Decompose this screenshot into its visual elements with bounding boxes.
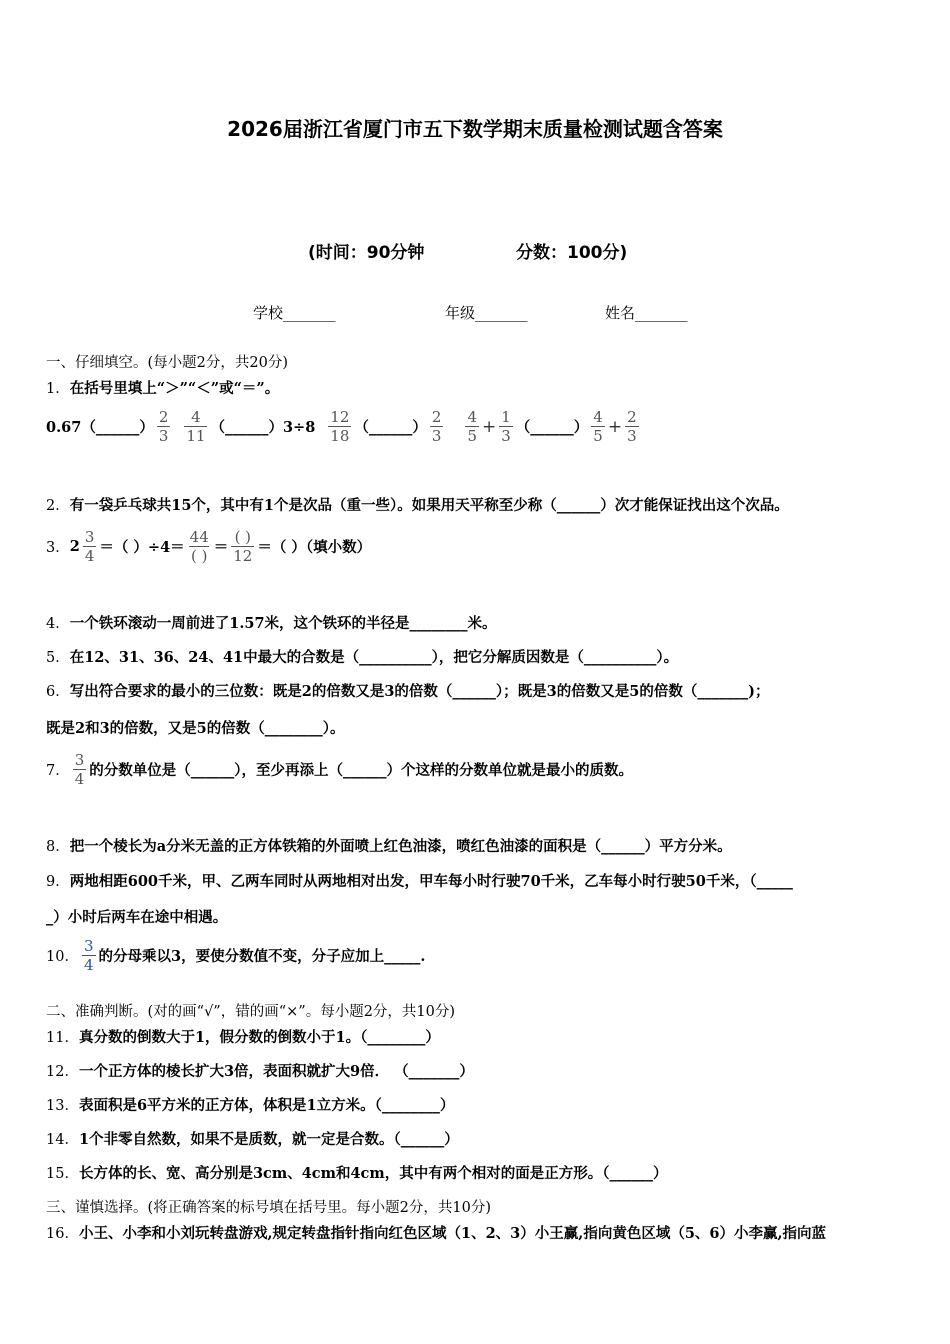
exam-score: 分数：100分) [516,243,628,263]
question-number: 15． [46,1166,79,1182]
question-13 [46,1094,454,1115]
plus-sign: + [607,416,623,437]
question-3 [46,528,371,565]
question-text: 的分数单位是（______），至少再添上（______）个这样的分数单位就是最小的质数。 [89,762,634,779]
question-number: 2． [46,498,70,514]
question-number: 1． [46,381,70,397]
fraction: $\frac{3}{4}$ [83,937,94,974]
question-6 [46,680,769,701]
plus-sign: + [481,416,497,437]
fraction: $\frac{1}{3}$ [501,408,511,445]
question-number: 3． [46,540,70,556]
question-16 [46,1222,826,1243]
fraction: $\frac{3}{4}$ [84,528,95,565]
fraction: $\frac{4}{5}$ [593,408,603,445]
question-text: ＝（ ）（填小数） [257,539,372,556]
question-1 [46,377,279,398]
question-number: 8． [46,839,70,855]
question-number: 6． [46,684,70,700]
question-7 [46,751,633,788]
question-12 [46,1060,474,1081]
section-heading-3: 三、谨慎选择。(将正确答案的标号填在括号里。每小题2分，共10分) [46,1200,491,1216]
question-10 [46,937,425,974]
question-9-continued: _）小时后两车在途中相遇。 [46,909,228,926]
question-number: 16． [46,1226,79,1242]
question-4 [46,612,497,633]
question-15 [46,1162,667,1183]
fraction: $\frac{( )}{12}$ [233,528,253,565]
question-text: 小王、小李和小刘玩转盘游戏,规定转盘指针指向红色区域（1、2、3）小王赢,指向黄色区域（5、6）小李赢,指向蓝 [78,1225,827,1242]
question-14 [46,1128,459,1149]
question-1-items [46,408,642,445]
question-text: 写出符合要求的最小的三位数：既是2的倍数又是3的倍数（______）；既是3的倍数又是5的倍数（_______)； [69,683,770,700]
question-text: 长方体的长、宽、高分别是3cm、4cm和4cm，其中有两个相对的面是正方形。（______） [78,1165,668,1182]
question-9 [46,870,793,891]
fraction: $\frac{4}{11}$ [186,408,206,445]
question-8 [46,835,732,856]
name-field: 姓名_______ [605,304,688,322]
item-d: （______） [515,419,589,436]
whole-number: 2 [69,538,80,555]
question-text: ＝（ ）÷4＝ [99,539,185,556]
question-text: 一个铁环滚动一周前进了1.57米，这个铁环的半径是________米。 [69,615,497,632]
question-text: 的分母乘以3，要使分数值不变，分子应加上_____. [98,948,426,965]
question-6-continued: 既是2和3的倍数，又是5的倍数（________）。 [46,720,345,737]
question-number: 9． [46,874,70,890]
question-text: 表面积是6平方米的正方体，体积是1立方米。（________） [78,1097,455,1114]
item-c: （______） [354,419,427,436]
question-text: 两地相距600千米，甲、乙两车同时从两地相对出发，甲车每小时行驶70千米，乙车每小时行驶50千米，（_____ [69,873,793,890]
question-number: 4． [46,616,70,632]
question-text: 有一袋乒乓球共15个，其中有1个是次品（重一些）。如果用天平称至少称（______）次才能保证找出这个次品。 [69,497,789,514]
section-heading-1: 一、仔细填空。(每小题2分，共20分) [46,355,288,371]
fraction: $\frac{2}{3}$ [431,408,442,445]
fraction: $\frac{2}{3}$ [627,408,637,445]
question-text: 在12、31、36、24、41中最大的合数是（__________），把它分解质因数是（__________）。 [69,649,679,666]
question-text: 1个非零自然数，如果不是质数，就一定是合数。（______） [78,1131,459,1148]
question-number: 14． [46,1132,79,1148]
question-text: 真分数的倒数大于1，假分数的倒数小于1。（________） [78,1029,440,1046]
question-text: 在括号里填上“＞”“＜”或“＝”。 [69,380,280,397]
question-number: 13． [46,1098,79,1114]
fraction: $\frac{44}{( )}$ [189,528,209,565]
grade-field: 年级_______ [445,304,528,322]
fraction: $\frac{12}{18}$ [330,408,350,445]
question-number: 11． [46,1030,79,1046]
item-b: （______）3÷8 [210,419,316,436]
question-11 [46,1026,440,1047]
question-number: 12． [46,1064,79,1080]
question-text: 把一个棱长为a分米无盖的正方体铁箱的外面喷上红色油漆，喷红色油漆的面积是（______）平方分米。 [69,838,732,855]
section-heading-2: 二、准确判断。(对的画“√”，错的画“×”。每小题2分，共10分) [46,1004,456,1020]
exam-time: (时间：90分钟 [308,243,425,263]
item-a: 0.67（______） [46,419,154,436]
fraction: $\frac{3}{4}$ [74,751,85,788]
school-field: 学校_______ [253,304,336,322]
page-title: 2026届浙江省厦门市五下数学期末质量检测试题含答案 [227,117,723,141]
equals-sign: ＝ [213,539,229,556]
question-5 [46,646,678,667]
fraction: $\frac{2}{3}$ [158,408,169,445]
fraction: $\frac{4}{5}$ [467,408,477,445]
question-number: 5． [46,650,70,666]
question-2 [46,494,789,515]
question-text: 一个正方体的棱长扩大3倍，表面积就扩大9倍． （_______） [78,1063,474,1080]
question-number: 7． [46,763,70,779]
question-number: 10． [46,949,79,965]
